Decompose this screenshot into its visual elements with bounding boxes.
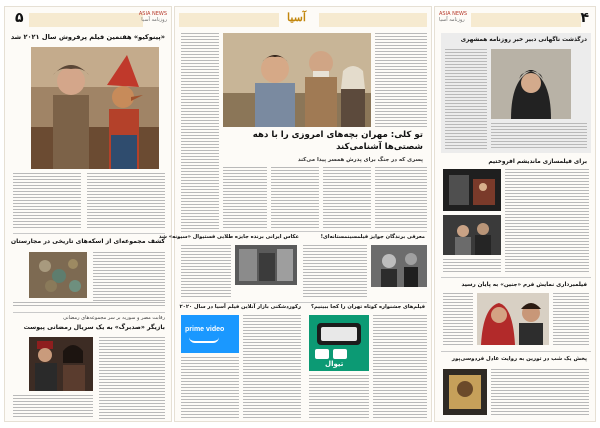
smile-icon: [189, 337, 219, 343]
film-still: [223, 33, 371, 127]
filmmaking-photo: [443, 169, 501, 211]
headline-short-film: فیلم‌های جشنواره کوتاه تهران را کجا ببینیم؟: [310, 304, 425, 310]
short-film-text: [373, 315, 427, 419]
page-number-left: ۵: [15, 10, 24, 26]
janin-text: [553, 293, 589, 347]
brand-line-en: ASIA NEWS: [439, 11, 468, 17]
header-band-center-left: [179, 13, 279, 27]
book-cover: [443, 369, 487, 415]
filmmaking-photo-2: [443, 215, 501, 255]
brand-line-fa: روزنامه آسیا: [439, 17, 465, 23]
tiwall-ad[interactable]: [309, 315, 369, 371]
photographer-photo: [235, 245, 297, 285]
photographer-text: [181, 245, 231, 299]
janin-photo: [477, 293, 549, 345]
lead-photo: [223, 33, 371, 127]
page-number-right: ۴: [580, 10, 589, 26]
kicker-ramadan: رقابت مصر و سوریه بر سر مجموعه‌های رمضانی: [63, 315, 165, 321]
short-film-text-2: [309, 375, 369, 419]
film-scene: [443, 169, 501, 211]
prime-video-logo: prime video: [185, 326, 225, 333]
divider: [181, 302, 427, 303]
headline-online-record: رکوردشکنی بازار آنلاین فیلم آسیا در سال ۲۰۲۰: [179, 304, 301, 310]
divider: [181, 231, 427, 232]
header-band-center-right: [319, 13, 427, 27]
brand-block-right: [439, 11, 469, 23]
online-record-text: [243, 315, 301, 419]
divider: [13, 312, 165, 313]
lead-body-3: [323, 167, 371, 229]
ramadan-photo: [29, 337, 93, 391]
brand-block-left: [137, 11, 167, 23]
brand-line-en: ASIA NEWS: [138, 11, 167, 17]
actors-image: [29, 337, 93, 391]
column-text: [181, 33, 219, 229]
lead-body-1: [223, 167, 267, 229]
headline-winners: معرفی برندگان جوایز فیلمسینمستانه‌ای!: [320, 234, 425, 240]
pinocchio-illustration: [31, 47, 159, 169]
lead-body-4: [375, 167, 427, 229]
ramadan-text-2: [13, 395, 93, 419]
tiwall-label: تیوال: [325, 360, 344, 368]
film-scene-2: [443, 215, 501, 255]
ferdowsipour-photo: [443, 369, 487, 415]
obituary-text: [445, 49, 487, 149]
pinocchio-text: [13, 173, 81, 229]
ferdowsipour-text: [491, 369, 589, 417]
lead-body-2: [271, 167, 319, 229]
divider: [441, 277, 591, 278]
ramadan-text: [99, 337, 165, 419]
filmmaking-text: [505, 169, 589, 273]
right-page: [434, 6, 596, 422]
coins-text-2: [13, 302, 165, 308]
obituary-text-2: [491, 123, 587, 149]
headline-janin: فیلمبرداری نمایش فرم «جنین» به پایان رسید: [461, 282, 587, 288]
headline-pinocchio: «پینوکیو» هفتمین فیلم پرفروش سال ۲۰۲۱ شد: [10, 33, 165, 41]
obituary-photo: [491, 49, 571, 119]
headline-filmmaking: برای فیلمسازی ماندیشم افروختیم: [488, 159, 587, 165]
headline-coins: کشف مجموعه‌ای از اسکه‌های تاریخی در مجارستان: [10, 238, 165, 245]
cast-photo: [477, 293, 549, 345]
winners-text: [303, 245, 367, 299]
lead-headline-line1: تو کلی: مهران بچه‌های امروزی را با دهه: [252, 130, 423, 140]
lead-subhead: پسری که در جنگ برای پدرش همسر پیدا می‌کند: [297, 157, 423, 163]
headline-photographer: عکاس ایرانی برنده جایزه طلایی فستیوال «سیونه» شد: [158, 234, 299, 240]
center-page: [158, 6, 432, 422]
portrait: [491, 49, 571, 119]
divider: [441, 351, 591, 352]
headline-obituary: درگذشت ناگهانی دبیر خبر روزنامه همشهری: [460, 37, 587, 43]
winners-photo: [371, 245, 427, 287]
pinocchio-text-2: [87, 173, 165, 229]
prime-video-ad[interactable]: [181, 315, 239, 353]
lead-headline-line2: شصتی‌ها آشنامی‌کند: [336, 142, 423, 152]
lead-side-text: [375, 33, 427, 127]
headline-ramadan: بازیگر «صد‌برگ» به یک سریال رمضانی پیوست: [23, 324, 165, 331]
filmmaking-text-2: [443, 259, 501, 273]
header-band-left: [29, 13, 143, 27]
brand-line-fa: روزنامه آسیا: [141, 17, 167, 23]
coins-image: [29, 252, 87, 298]
masthead-center: آسیا: [287, 11, 306, 24]
bw-photo: [371, 245, 427, 287]
headline-ferdowsipour: پخش یک شب در تورین به روایت عادل فردوسی‌پور: [451, 356, 587, 362]
pinocchio-photo: [31, 47, 159, 169]
coins-text: [93, 252, 165, 302]
left-page: [4, 6, 172, 422]
divider: [13, 233, 165, 234]
header-band-right: [471, 13, 581, 27]
online-record-text-2: [181, 357, 239, 419]
award-image: [235, 245, 297, 285]
janin-text-2: [443, 293, 473, 347]
coins-photo: [29, 252, 87, 298]
